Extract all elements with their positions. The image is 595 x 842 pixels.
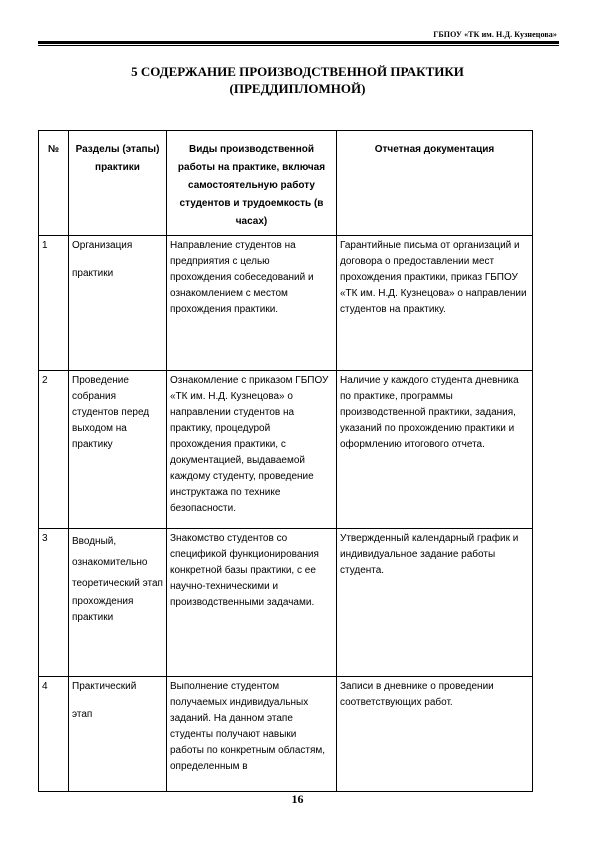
stage-text: Практический <box>72 681 137 692</box>
header-reporting-docs: Отчетная документация <box>337 131 533 236</box>
row-stage <box>69 677 167 792</box>
table-row <box>39 236 533 371</box>
row-number: 2 <box>39 371 69 529</box>
section-title <box>0 63 595 97</box>
row-work: Ознакомление с приказом ГБПОУ «ТК им. Н.Д. Кузнецова» о направлении студентов на практику, процедурой прохождения практики, с документацией, выдаваемой каждому студенту, проведение инструктажа по технике безопасности. <box>167 371 337 529</box>
stage-text: Вводный, ознакомительно теоретический этап <box>72 536 163 589</box>
document-header: ГБПОУ «ТК им. Н.Д. Кузнецова» <box>433 30 557 39</box>
row-stage <box>69 236 167 371</box>
row-number: 1 <box>39 236 69 371</box>
row-stage <box>69 371 167 529</box>
stage-text-continued: практики <box>72 268 114 279</box>
stage-text-continued: этап <box>72 709 93 720</box>
table-row <box>39 529 533 677</box>
row-number: 4 <box>39 677 69 792</box>
row-work: Знакомство студентов со спецификой функционирования конкретной базы практики, с ее научно-техническими и производственными задачами. <box>167 529 337 677</box>
row-docs: Гарантийные письма от организаций и договора о предоставлении мест прохождения практики, приказ ГБПОУ «ТК им. Н.Д. Кузнецова» о направлении студентов на практику. <box>337 236 533 371</box>
row-docs: Записи в дневнике о проведении соответствующих работ. <box>337 677 533 792</box>
table-row <box>39 677 533 792</box>
header-number: № <box>39 131 69 236</box>
section-title-line-1: 5 СОДЕРЖАНИЕ ПРОИЗВОДСТВЕННОЙ ПРАКТИКИ <box>131 64 464 79</box>
practice-content-table <box>38 130 533 792</box>
section-title-line-2: (ПРЕДДИПЛОМНОЙ) <box>229 81 366 96</box>
header-rule <box>38 41 559 46</box>
header-stages: Разделы (этапы) практики <box>69 131 167 236</box>
table-row <box>39 371 533 529</box>
page-number: 16 <box>291 792 304 806</box>
stage-text-continued: прохождения практики <box>72 596 134 623</box>
row-docs: Наличие у каждого студента дневника по практике, программы производственной практики, задания, указаний по прохождению практики и оформлению итогового отчета. <box>337 371 533 529</box>
row-stage <box>69 529 167 677</box>
table-header-row <box>39 131 533 236</box>
row-docs: Утвержденный календарный график и индивидуальное задание работы студента. <box>337 529 533 677</box>
stage-text: Проведение собрания студентов перед выходом на практику <box>72 375 150 450</box>
header-work-types: Виды производственной работы на практике, включая самостоятельную работу студентов и трудоемкость (в часах) <box>167 131 337 236</box>
row-number: 3 <box>39 529 69 677</box>
stage-text: Организация <box>72 240 133 251</box>
row-work: Выполнение студентом получаемых индивидуальных заданий. На данном этапе студенты получают навыки работы по конкретным областям, определенным в <box>167 677 337 792</box>
row-work: Направление студентов на предприятия с целью прохождения собеседований и ознакомлением с местом прохождения практики. <box>167 236 337 371</box>
